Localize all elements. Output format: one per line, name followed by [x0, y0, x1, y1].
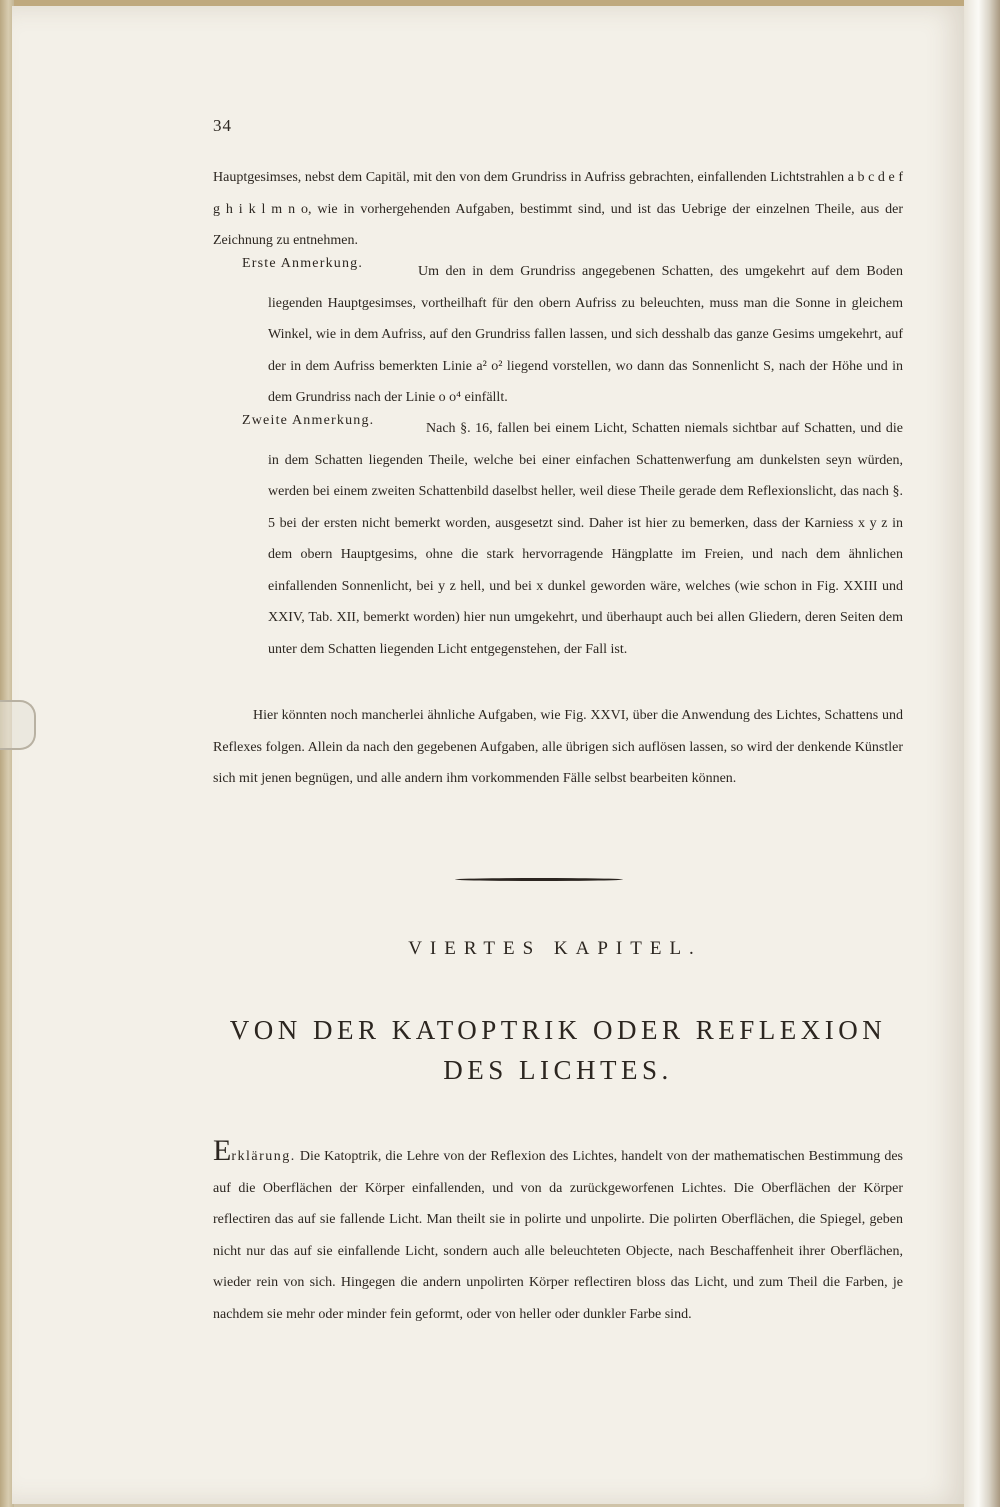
drop-cap: E	[213, 1134, 232, 1167]
chapter-title	[213, 1010, 903, 1090]
definition-label: rklärung.	[231, 1149, 296, 1164]
page-number: 34	[213, 116, 232, 135]
note-1-text: Um den in dem Grundriss angegebenen Schatten, des umgekehrt auf dem Boden liegenden Hauptgesimses, vortheilhaft für den obern Aufriss zu beleuchten, muss man die Sonne in gleichem Winkel, wie in dem Aufriss, auf den Grundriss fallen lassen, und sich desshalb das ganze Gesims umgekehrt, auf der in dem Aufriss bemerkten Linie a² o² liegend vorstellen, wo dann das Sonnenlicht S, nach der Höhe und in dem Grundriss nach der Linie o o⁴ einfällt.	[268, 264, 903, 405]
definition-paragraph	[213, 1136, 903, 1330]
note-2-label: Zweite Anmerkung.	[242, 413, 375, 428]
section-divider	[455, 878, 623, 881]
note-2-text: Nach §. 16, fallen bei einem Licht, Schatten niemals sichtbar auf Schatten, und die in dem Schatten liegenden Theile, welche bei einer einfachen Schattenwerfung am dunkelsten seyn würden, werden bei einem zweiten Schattenbild daselbst heller, weil diese Theile gerade dem Reflexionslicht, das nach §. 5 bei der ersten nicht bemerkt worden, ausgesetzt sind. Daher ist hier zu bemerken, dass der Karniess x y z in dem obern Hauptgesims, ohne die stark hervorragende Hängplatte im Freien, und nach dem ähnlichen einfallenden Sonnenlicht, bei y z hell, und bei x dunkel geworden wäre, welches (wie schon in Fig. XXIII und XXIV, Tab. XII, bemerkt worden) hier nun umgekehrt, und überhaupt auch bei allen Gliedern, deren Seiten dem unter dem Schatten liegenden Licht entgegenstehen, der Fall ist.	[268, 421, 903, 657]
note-1-label: Erste Anmerkung.	[242, 256, 364, 271]
chapter-title-line-2: DES LICHTES.	[443, 1055, 673, 1085]
page-fore-edge	[964, 0, 1000, 1507]
page-clip	[0, 700, 36, 750]
paragraph-continuation: Hauptgesimses, nebst dem Capitäl, mit den von dem Grundriss in Aufriss gebrachten, einfallenden Lichtstrahlen a b c d e f g h i k l m n o, wie in vorhergehenden Aufgaben, bestimmt sind, und ist das Uebrige der einzelnen Theile, aus der Zeichnung zu entnehmen.	[213, 170, 903, 248]
definition-text: Die Katoptrik, die Lehre von der Reflexion des Lichtes, handelt von der mathematischen Bestimmung des auf die Oberflächen der Körper einfallenden, und von da zurückgeworfenen Lichtes. Die Oberflächen der Körper reflectiren das auf sie fallende Licht. Man theilt sie in polirte und unpolirte. Die polirten Oberflächen, die Spiegel, geben nicht nur das auf sie einfallende Licht, sondern auch alle beleuchteten Objecte, nach Beschaffenheit ihrer Oberflächen, wieder rein von sich. Hingegen die andern unpolirten Körper reflectiren bloss das Licht, und zum Theil die Farben, je nachdem sie mehr oder minder fein geformt, oder von heller oder dunkler Farbe sind.	[213, 1149, 903, 1322]
chapter-label: VIERTES KAPITEL.	[408, 938, 702, 959]
chapter-title-line-1: VON DER KATOPTRIK ODER REFLEXION	[229, 1015, 887, 1045]
paragraph-closing: Hier könnten noch mancherlei ähnliche Aufgaben, wie Fig. XXVI, über die Anwendung des Lichtes, Schattens und Reflexes folgen. Allein da nach den gegebenen Aufgaben, alle übrigen sich auflösen lassen, so wird der denkende Künstler sich mit jenen begnügen, und alle andern ihm vorkommenden Fälle selbst bearbeiten können.	[213, 708, 903, 786]
